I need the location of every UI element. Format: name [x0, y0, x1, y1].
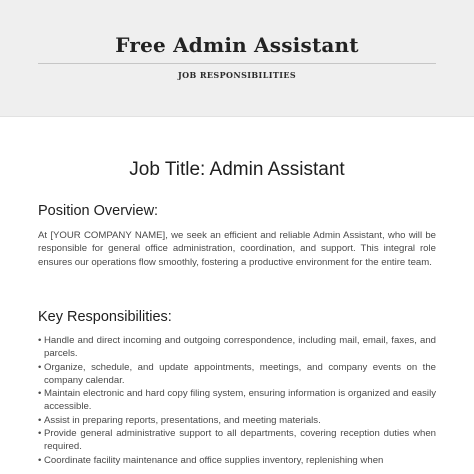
position-overview-heading: Position Overview:: [38, 203, 159, 219]
position-overview-text: At [YOUR COMPANY NAME], we seek an efficient and reliable Admin Assistant, who will be responsible for general office administration, coordination, and support. This integral role ensures our operations flow smoothly, fostering a productive environment for the entire team.: [38, 230, 436, 268]
bullet-marker: •: [38, 428, 42, 440]
responsibilities-list: [38, 334, 436, 467]
list-item: [38, 361, 436, 388]
bullet-marker: •: [38, 388, 42, 400]
list-item: [38, 387, 436, 414]
document-title: Free Admin Assistant: [115, 33, 359, 57]
list-item-text: Maintain electronic and hard copy filing system, ensuring information is organized and easily accessible.: [44, 388, 436, 413]
list-item: [38, 427, 436, 454]
list-item-text: Handle and direct incoming and outgoing correspondence, including mail, email, faxes, and parcels.: [44, 335, 436, 360]
list-item: [38, 414, 436, 427]
document-subtitle: JOB RESPONSIBILITIES: [177, 70, 297, 80]
bullet-marker: •: [38, 454, 42, 466]
header-banner: [0, 0, 474, 117]
list-item: [38, 334, 436, 361]
bullet-marker: •: [38, 335, 42, 346]
header-divider: [38, 63, 436, 64]
list-item-text: Organize, schedule, and update appointments, meetings, and company events on the company calendar.: [44, 361, 436, 386]
list-item: [38, 454, 436, 467]
job-title-heading: Job Title: Admin Assistant: [129, 159, 345, 180]
list-item-text: Assist in preparing reports, presentations, and meeting materials.: [44, 414, 321, 426]
key-responsibilities-heading: Key Responsibilities:: [38, 309, 172, 325]
list-item-text: Provide general administrative support to all departments, covering reception duties when required.: [44, 428, 436, 453]
bullet-marker: •: [38, 361, 42, 373]
list-item-text: Coordinate facility maintenance and office supplies inventory, replenishing when: [44, 454, 384, 466]
bullet-marker: •: [38, 414, 42, 426]
